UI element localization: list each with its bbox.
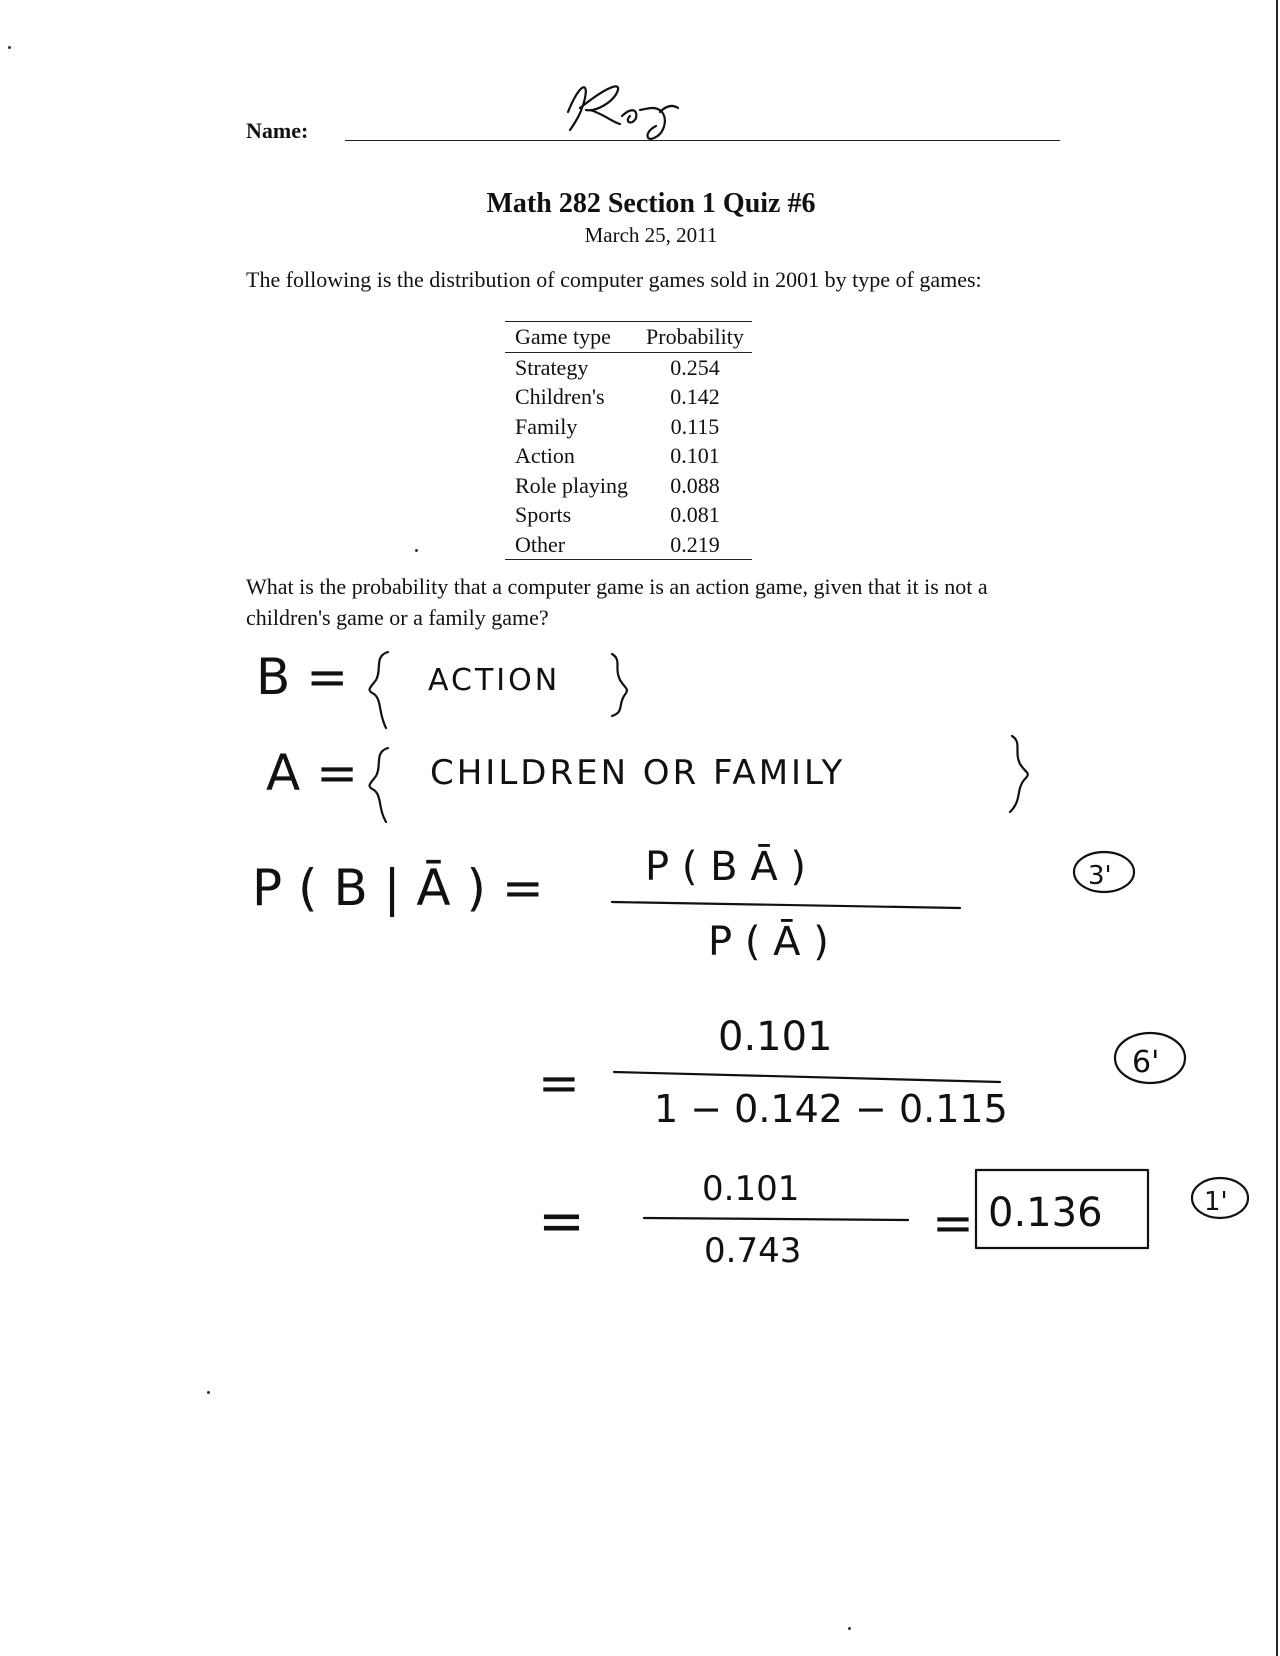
equals-sign: = xyxy=(538,1189,585,1254)
set-a-lhs: A = xyxy=(266,744,358,802)
game-type-cell: Action xyxy=(515,443,575,469)
probability-cell: 0.081 xyxy=(670,502,720,528)
probability-cell: 0.142 xyxy=(670,384,720,410)
probability-cell: 0.115 xyxy=(670,413,720,439)
equals-sign: = xyxy=(538,1054,580,1112)
game-type-cell: Children's xyxy=(515,384,605,410)
right-brace xyxy=(1010,736,1028,812)
game-type-cell: Role playing xyxy=(515,472,629,498)
left-brace xyxy=(370,748,388,822)
name-label: Name: xyxy=(246,118,309,143)
set-a-body: CHILDREN OR FAMILY xyxy=(430,753,846,793)
set-b-body: ACTION xyxy=(428,663,561,698)
points-label: 1' xyxy=(1204,1187,1228,1217)
quiz-title: Math 282 Section 1 Quiz #6 xyxy=(486,188,816,219)
game-type-cell: Sports xyxy=(515,502,572,528)
right-brace xyxy=(612,654,627,716)
game-type-cell: Strategy xyxy=(515,354,589,380)
fraction-numerator: 0.101 xyxy=(702,1169,800,1209)
intro-text: The following is the distribution of computer games sold in 2001 by type of games: xyxy=(246,267,982,292)
fraction-denominator: 1 − 0.142 − 0.115 xyxy=(654,1087,1008,1131)
game-type-cell: Other xyxy=(515,531,566,557)
probability-cell: 0.254 xyxy=(670,354,720,380)
col-probability: Probability xyxy=(646,324,744,350)
conditional-lhs: P ( B | Ā ) = xyxy=(252,859,544,917)
probability-cell: 0.219 xyxy=(670,531,720,557)
points-label: 6' xyxy=(1132,1045,1160,1080)
fraction-bar xyxy=(614,1072,1000,1082)
fraction-denominator: P ( Ā ) xyxy=(708,919,829,965)
game-type-cell: Family xyxy=(515,413,578,439)
col-game-type: Game type xyxy=(515,324,611,350)
question-text: What is the probability that a computer game is an action game, given that it is not a children's game or a family game? xyxy=(246,574,988,630)
left-brace xyxy=(370,652,388,728)
points-label: 3' xyxy=(1088,861,1112,891)
fraction-bar xyxy=(612,902,960,908)
fraction-numerator: P ( B Ā ) xyxy=(645,844,806,890)
fraction-bar xyxy=(644,1218,908,1220)
fraction-numerator: 0.101 xyxy=(718,1014,833,1060)
probability-cell: 0.088 xyxy=(670,472,720,498)
probability-cell: 0.101 xyxy=(670,443,720,469)
final-answer: 0.136 xyxy=(988,1190,1103,1236)
equals-sign: = xyxy=(932,1194,974,1252)
set-b-lhs: B = xyxy=(256,648,349,706)
quiz-date: March 25, 2011 xyxy=(584,223,718,247)
fraction-denominator: 0.743 xyxy=(704,1231,802,1271)
